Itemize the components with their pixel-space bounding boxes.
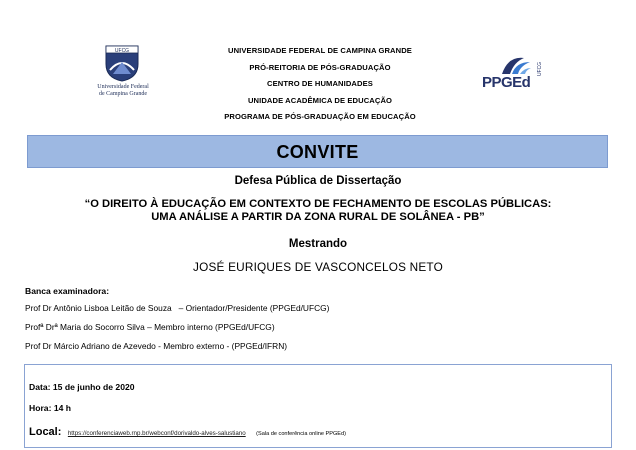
ppged-mark-icon	[500, 54, 532, 76]
ufcg-caption-line1: Universidade Federal	[97, 84, 149, 90]
banca-title: Banca examinadora:	[25, 286, 110, 296]
banca-member-1: Prof Dr Antônio Lisboa Leitão de Souza – Orientador/Presidente (PPGEd/UFCG)	[25, 303, 330, 313]
event-time: Hora: 14 h	[29, 403, 72, 413]
location-label: Local:	[29, 426, 62, 438]
banca-member-3: Prof Dr Márcio Adriano de Azevedo - Membro externo - (PPGEd/IFRN)	[25, 341, 288, 351]
institution-header	[160, 43, 480, 126]
ufcg-caption-line2: de Campina Grande	[99, 91, 147, 97]
ufcg-logo	[92, 44, 154, 104]
event-date: Data: 15 de junho de 2020	[29, 382, 135, 392]
ppged-logo	[482, 54, 542, 94]
event-info-box	[24, 364, 612, 448]
banca-section	[25, 285, 625, 359]
dissertation-title	[28, 198, 608, 224]
header-line-2: PRÓ-REITORIA DE PÓS-GRADUAÇÃO	[249, 62, 391, 72]
ppged-text: PPGEd	[482, 74, 531, 91]
header-line-1: UNIVERSIDADE FEDERAL DE CAMPINA GRANDE	[228, 46, 412, 55]
convite-title: CONVITE	[276, 142, 359, 162]
ufcg-abbr: UFCG	[114, 48, 130, 54]
header-line-4: UNIDADE ACADÊMICA DE EDUCAÇÃO	[247, 95, 393, 105]
dissertation-title-line-1: “O DIREITO À EDUCAÇÃO EM CONTEXTO DE FECHAMENTO DE ESCOLAS PÚBLICAS:	[84, 198, 552, 210]
event-location	[29, 422, 346, 440]
ppged-sub: UFCG	[537, 61, 543, 76]
mestrando-name: JOSÉ EURIQUES DE VASCONCELOS NETO	[192, 260, 444, 274]
conference-note: (Sala de conferência online PPGEd)	[256, 431, 347, 437]
header-line-5: PROGRAMA DE PÓS-GRADUAÇÃO EM EDUCAÇÃO	[224, 112, 416, 121]
conference-link[interactable]: https://conferenciaweb.rnp.br/webconf/dorivaldo-alves-salustiano	[67, 430, 246, 437]
header-line-3: CENTRO DE HUMANIDADES	[267, 79, 373, 88]
dissertation-title-line-2: UMA ANÁLISE A PARTIR DA ZONA RURAL DE SOLÂNEA - PB”	[151, 211, 485, 223]
ufcg-caption	[92, 84, 154, 98]
mestrando-label: Mestrando	[288, 238, 348, 250]
convite-banner	[27, 135, 608, 168]
banca-member-2: Profª Drª Maria do Socorro Silva – Membro interno (PPGEd/UFCG)	[25, 322, 275, 332]
defesa-label: Defesa Pública de Dissertação	[234, 175, 402, 187]
ufcg-shield-icon	[104, 44, 140, 82]
